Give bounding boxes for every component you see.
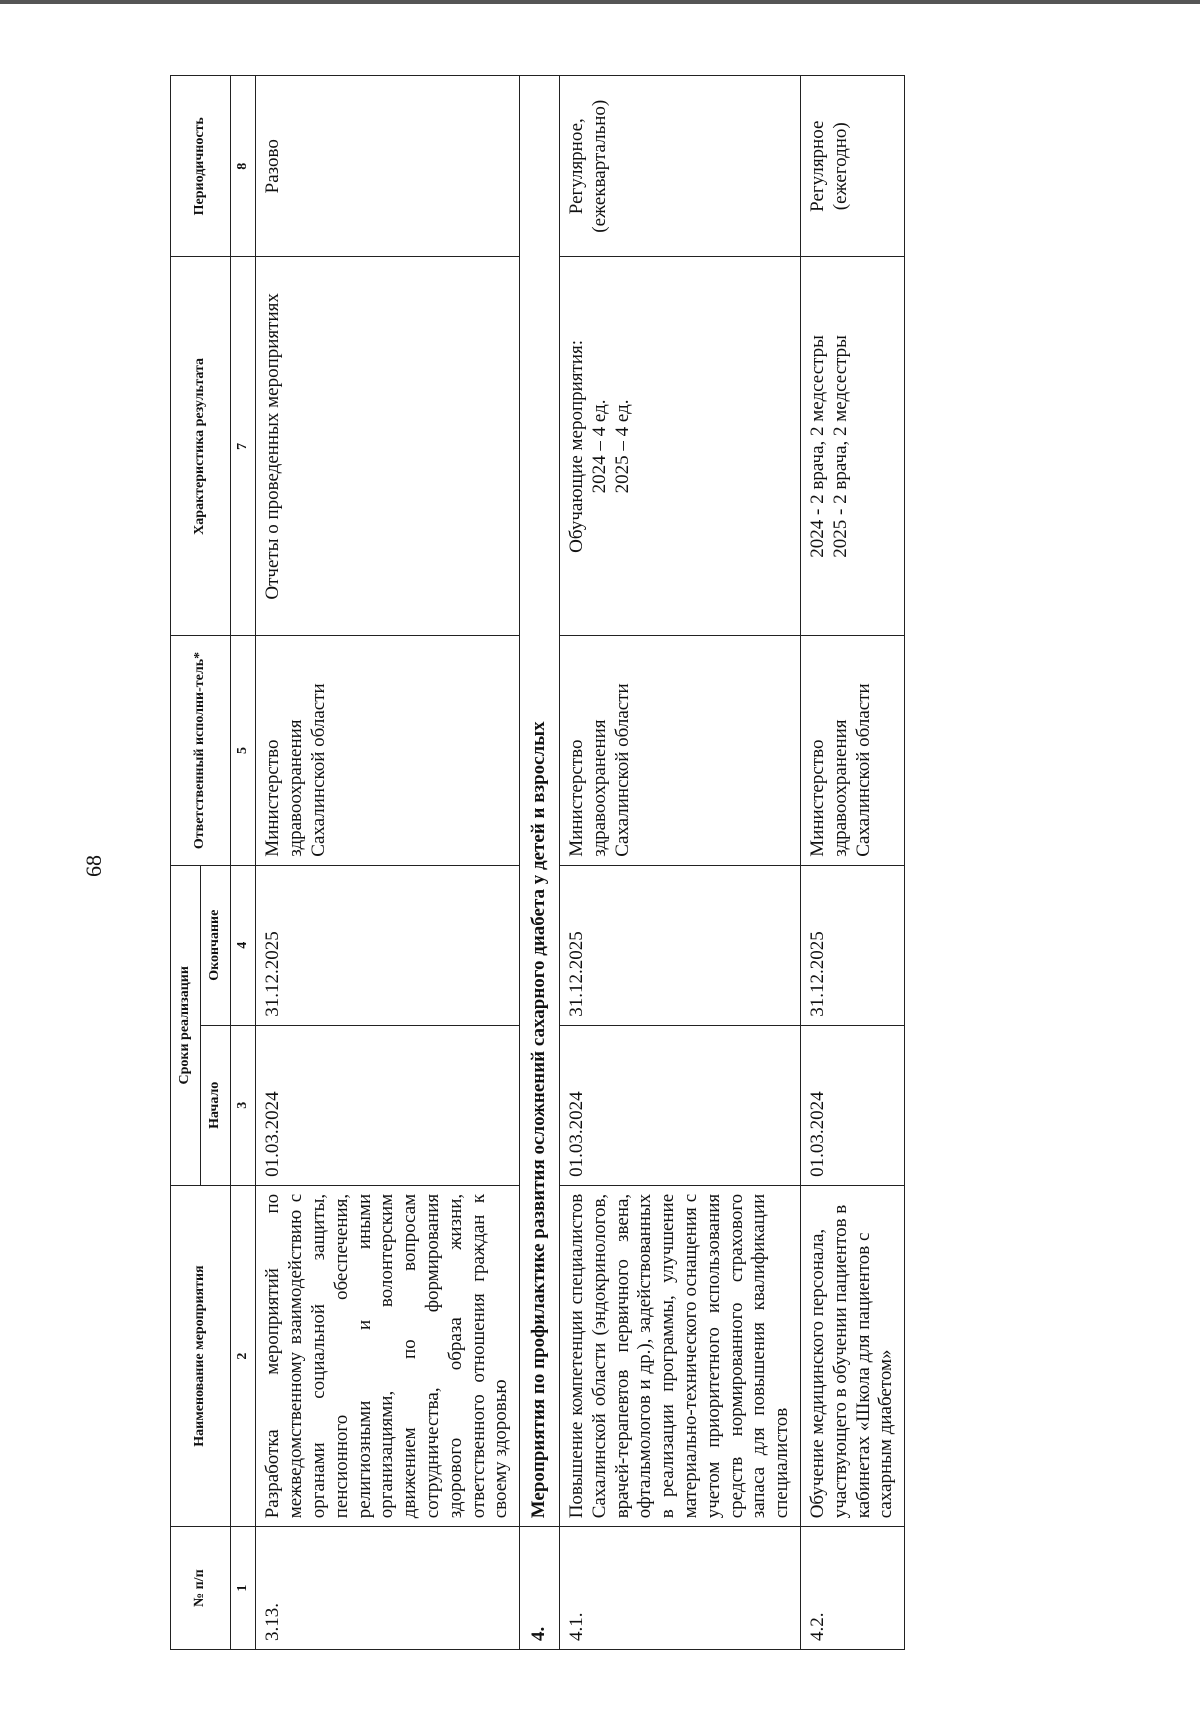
- page-top-border: [0, 0, 1200, 4]
- rotated-table-container: [170, 75, 1110, 1650]
- header-name: Наименование мероприятия: [171, 1185, 231, 1526]
- row-name: Повышение компетенции специалистов Сахалинской области (эндокринологов, врачей-терапевтов первичного звена, офтальмологов и др.), задействованных в реализации программы, улучшение материально-технического оснащения с учетом приоритетного использования средств нормированного страхового запаса для повышения квалификации специалистов: [559, 1185, 800, 1526]
- row-num: 3.13.: [256, 1527, 520, 1650]
- column-number: 7: [230, 257, 256, 636]
- header-num: № п/п: [171, 1527, 231, 1650]
- result-line: 2025 - 2 врача, 2 медсестры: [829, 335, 851, 558]
- header-responsible: Ответственный исполни-тель*: [171, 636, 231, 865]
- column-number: 1: [230, 1527, 256, 1650]
- row-result: [559, 257, 800, 636]
- result-line: 2025 – 4 ед.: [611, 399, 633, 494]
- header-result: Характеристика результата: [171, 257, 231, 636]
- row-end: 31.12.2025: [559, 865, 800, 1025]
- page-number: 68: [81, 855, 106, 877]
- row-frequency: Разово: [256, 76, 520, 257]
- row-start: 01.03.2024: [800, 1025, 904, 1185]
- table-row-3-13: [256, 76, 520, 1650]
- row-frequency: Регулярное (ежегодно): [800, 76, 904, 257]
- row-responsible: Министерство здравоохранения Сахалинской области: [256, 636, 520, 865]
- header-start: Начало: [200, 1025, 230, 1185]
- row-start: 01.03.2024: [256, 1025, 520, 1185]
- row-num: 4.2.: [800, 1527, 904, 1650]
- result-line: 2024 - 2 врача, 2 медсестры: [806, 335, 828, 558]
- row-start: 01.03.2024: [559, 1025, 800, 1185]
- header-row-1: [171, 76, 201, 1650]
- header-period-group: Сроки реализации: [171, 865, 201, 1185]
- table-row-4-2: [800, 76, 904, 1650]
- row-end: 31.12.2025: [256, 865, 520, 1025]
- section-title: Мероприятия по профилактике развития осложнений сахарного диабета у детей и взрослых: [520, 76, 560, 1527]
- result-line: 2024 – 4 ед.: [588, 399, 610, 494]
- header-end: Окончание: [200, 865, 230, 1025]
- column-number: 3: [230, 1025, 256, 1185]
- row-end: 31.12.2025: [800, 865, 904, 1025]
- row-name: Обучение медицинского персонала, участвующего в обучении пациентов в кабинетах «Школа для пациентов с сахарным диабетом»: [800, 1185, 904, 1526]
- column-number: 2: [230, 1185, 256, 1526]
- section-num: 4.: [520, 1527, 560, 1650]
- row-num: 4.1.: [559, 1527, 800, 1650]
- row-result: Отчеты о проведенных мероприятиях: [256, 257, 520, 636]
- row-responsible: Министерство здравоохранения Сахалинской области: [800, 636, 904, 865]
- header-frequency: Периодичность: [171, 76, 231, 257]
- row-name: Разработка мероприятий по межведомственному взаимодействию с органами социальной защиты, пенсионного обеспечения, религиозными и иными организациями, волонтерским движением по вопросам сотрудничества, формирования здорового образа жизни, ответственного отношения граждан к своему здоровью: [256, 1185, 520, 1526]
- section-row-4: [520, 76, 560, 1650]
- result-title: Обучающие мероприятия:: [565, 339, 587, 553]
- column-number: 4: [230, 865, 256, 1025]
- row-result: [800, 257, 904, 636]
- column-number: 5: [230, 636, 256, 865]
- column-number-row: [230, 76, 256, 1650]
- measures-table: [170, 75, 905, 1650]
- column-number: 8: [230, 76, 256, 257]
- row-frequency: Регулярное, (ежеквартально): [559, 76, 800, 257]
- row-responsible: Министерство здравоохранения Сахалинской области: [559, 636, 800, 865]
- table-row-4-1: [559, 76, 800, 1650]
